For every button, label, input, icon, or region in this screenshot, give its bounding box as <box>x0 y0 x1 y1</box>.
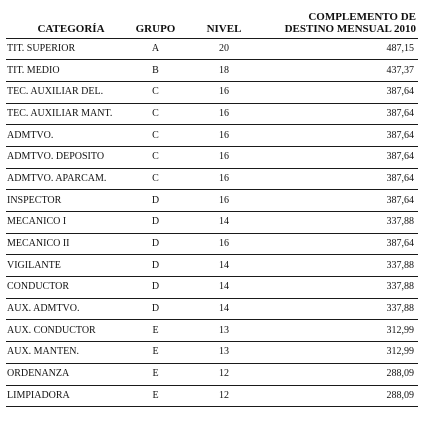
table-row <box>6 81 418 103</box>
cell-grupo: C <box>128 146 183 168</box>
cell-nivel: 18 <box>183 60 265 82</box>
cell-categoria: AUX. MANTEN. <box>6 342 128 364</box>
cell-categoria: VIGILANTE <box>6 255 128 277</box>
cell-complemento: 387,64 <box>265 233 418 255</box>
header-grupo: GRUPO <box>135 22 176 35</box>
cell-grupo: B <box>128 60 183 82</box>
cell-complemento: 437,37 <box>265 60 418 82</box>
cell-nivel: 16 <box>183 168 265 190</box>
cell-categoria: AUX. ADMTVO. <box>6 298 128 320</box>
cell-grupo: C <box>128 125 183 147</box>
cell-nivel: 14 <box>183 255 265 277</box>
cell-grupo: C <box>128 168 183 190</box>
cell-complemento: 288,09 <box>265 385 418 407</box>
header-complemento-line2: DESTINO MENSUAL 2010 <box>284 22 416 35</box>
cell-grupo: D <box>128 233 183 255</box>
table-row <box>6 363 418 385</box>
table-row <box>6 277 418 299</box>
header-nivel: NIVEL <box>206 22 242 35</box>
table-header <box>6 8 418 38</box>
cell-nivel: 16 <box>183 146 265 168</box>
cell-categoria: AUX. CONDUCTOR <box>6 320 128 342</box>
cell-complemento: 288,09 <box>265 363 418 385</box>
cell-categoria: TIT. MEDIO <box>6 60 128 82</box>
cell-categoria: ORDENANZA <box>6 363 128 385</box>
cell-nivel: 16 <box>183 125 265 147</box>
cell-grupo: E <box>128 342 183 364</box>
table-body <box>6 38 418 407</box>
cell-complemento: 387,64 <box>265 81 418 103</box>
cell-categoria: LIMPIADORA <box>6 385 128 407</box>
cell-grupo: E <box>128 320 183 342</box>
cell-nivel: 14 <box>183 212 265 234</box>
table-row <box>6 320 418 342</box>
table-row <box>6 233 418 255</box>
cell-complemento: 337,88 <box>265 255 418 277</box>
table-row <box>6 146 418 168</box>
cell-complemento: 312,99 <box>265 342 418 364</box>
cell-nivel: 16 <box>183 233 265 255</box>
cell-complemento: 387,64 <box>265 146 418 168</box>
table-row <box>6 125 418 147</box>
cell-categoria: TEC. AUXILIAR MANT. <box>6 103 128 125</box>
header-row <box>6 8 418 38</box>
table-row <box>6 190 418 212</box>
cell-grupo: D <box>128 190 183 212</box>
cell-complemento: 312,99 <box>265 320 418 342</box>
cell-nivel: 16 <box>183 190 265 212</box>
cell-categoria: TIT. SUPERIOR <box>6 38 128 60</box>
cell-categoria: ADMTVO. APARCAM. <box>6 168 128 190</box>
table-row <box>6 212 418 234</box>
cell-complemento: 387,64 <box>265 125 418 147</box>
header-complemento <box>265 8 418 38</box>
table-row <box>6 168 418 190</box>
cell-complemento: 337,88 <box>265 212 418 234</box>
table-row <box>6 342 418 364</box>
cell-grupo: C <box>128 81 183 103</box>
cell-categoria: CONDUCTOR <box>6 277 128 299</box>
cell-grupo: C <box>128 103 183 125</box>
cell-grupo: E <box>128 363 183 385</box>
cell-grupo: D <box>128 212 183 234</box>
table-row <box>6 255 418 277</box>
cell-grupo: D <box>128 277 183 299</box>
cell-nivel: 13 <box>183 342 265 364</box>
cell-categoria: ADMTVO. DEPOSITO <box>6 146 128 168</box>
cell-categoria: MECANICO II <box>6 233 128 255</box>
cell-complemento: 487,15 <box>265 38 418 60</box>
cell-grupo: D <box>128 255 183 277</box>
cell-grupo: A <box>128 38 183 60</box>
salary-table <box>6 8 418 407</box>
cell-nivel: 16 <box>183 103 265 125</box>
header-complemento-line1: COMPLEMENTO DE <box>308 10 416 23</box>
cell-categoria: TEC. AUXILIAR DEL. <box>6 81 128 103</box>
table-row <box>6 298 418 320</box>
table-row <box>6 60 418 82</box>
cell-complemento: 337,88 <box>265 298 418 320</box>
cell-nivel: 16 <box>183 81 265 103</box>
table-row <box>6 103 418 125</box>
cell-categoria: MECANICO I <box>6 212 128 234</box>
table-row <box>6 38 418 60</box>
cell-categoria: INSPECTOR <box>6 190 128 212</box>
cell-complemento: 387,64 <box>265 168 418 190</box>
header-categoria: CATEGORÍA <box>37 22 105 35</box>
cell-nivel: 14 <box>183 298 265 320</box>
table-row <box>6 385 418 407</box>
cell-nivel: 13 <box>183 320 265 342</box>
cell-complemento: 387,64 <box>265 190 418 212</box>
cell-complemento: 337,88 <box>265 277 418 299</box>
cell-nivel: 12 <box>183 363 265 385</box>
cell-nivel: 12 <box>183 385 265 407</box>
cell-grupo: E <box>128 385 183 407</box>
cell-categoria: ADMTVO. <box>6 125 128 147</box>
cell-complemento: 387,64 <box>265 103 418 125</box>
cell-grupo: D <box>128 298 183 320</box>
cell-nivel: 14 <box>183 277 265 299</box>
cell-nivel: 20 <box>183 38 265 60</box>
